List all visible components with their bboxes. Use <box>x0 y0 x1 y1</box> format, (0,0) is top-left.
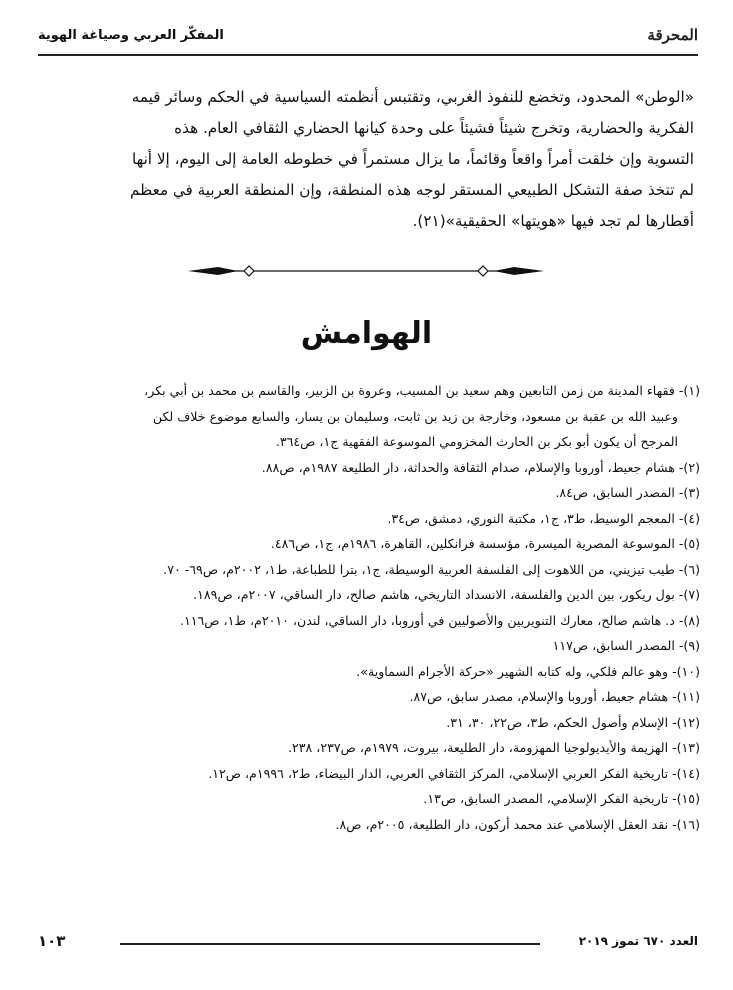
footnotes-list <box>40 378 700 837</box>
page-header <box>38 24 698 52</box>
footnote-line: (٣)- المصدر السابق، ص٨٤. <box>555 485 700 500</box>
body-line: التسوية وإن خلقت أمراً واقعاً وقائماً، ما يزال مستمراً في خطوطه العامة إلى اليوم، إلا أنها <box>131 150 694 168</box>
body-line: لم تتخذ صفة التشكل الطبيعي المستقر لوجه هذه المنطقة، وإن المنطقة العربية في معظم <box>130 181 694 199</box>
section-title: الهوامش <box>300 316 433 351</box>
running-title: المفكّر العربي وصياغة الهوية <box>38 28 224 43</box>
footnote-item <box>40 710 700 736</box>
body-paragraph <box>40 82 694 237</box>
footnote-item <box>40 506 700 532</box>
footnote-line: (١٣)- الهزيمة والأيديولوجيا المهزومة، دار الطليعة، بيروت، ١٩٧٩م، ص٢٣٧، ٢٣٨. <box>287 740 700 755</box>
footnote-line: (٩)- المصدر السابق، ص١١٧ <box>552 638 700 653</box>
footnote-item <box>40 455 700 481</box>
footnote-item <box>40 378 700 455</box>
footnote-line: (١)- فقهاء المدينة من زمن التابعين وهم سعيد بن المسيب، وعروة بن الزبير، والقاسم بن محمد بن أبي بكر، <box>144 383 700 398</box>
footnote-line: (٨)- د. هاشم صالح، معارك التنويريين والأصوليين في أوروبا، دار الساقي، لندن، ٢٠١٠م، ط١، ص١١٦. <box>179 612 700 628</box>
issue-info: العدد ٦٧٠ تموز ٢٠١٩ <box>578 934 698 948</box>
footnote-item <box>40 786 700 812</box>
body-line: الفكرية والحضارية، وتخرج شيئاً فشيئاً على وحدة كيانها الحضاري الثقافي العام. هذه <box>174 119 694 137</box>
footnote-line: (١١)- هشام جعيط، أوروبا والإسلام، مصدر سابق، ص٨٧. <box>409 689 700 704</box>
footnote-item <box>40 761 700 787</box>
footnote-line: (١٥)- تاريخية الفكر الإسلامي، المصدر السابق، ص١٣. <box>423 791 700 806</box>
footnote-line: (٦)- طيب تيزيني، من اللاهوت إلى الفلسفة العربية الوسيطة، ج١، بترا للطباعة، ط١، ٢٠٠٢م، ص٦٩- ٧٠. <box>163 561 700 577</box>
footnote-item <box>40 684 700 710</box>
page-footer <box>38 934 698 956</box>
footnote-line: (١٦)- نقد العقل الإسلامي عند محمد أركون، دار الطليعة، ٢٠٠٥م، ص٨. <box>335 816 700 832</box>
body-line: أقطارها لم تجد فيها «هويتها» الحقيقية»(٢١). <box>412 212 694 230</box>
footnote-line: (٧)- بول ريكور، بين الدين والفلسفة، الانسداد التاريخي، هاشم صالح، دار الساقي، ٢٠٠٧م، ص١٨٩. <box>193 587 700 602</box>
footnote-item <box>40 557 700 583</box>
footer-rule <box>120 943 540 945</box>
footnote-item <box>40 531 700 557</box>
footnote-item <box>40 608 700 634</box>
footnote-line: (٤)- المعجم الوسيط، ط٣، ج١، مكتبة النوري، دمشق، ص٣٤. <box>387 510 700 526</box>
footnote-item <box>40 633 700 659</box>
footnote-item <box>40 582 700 608</box>
page-number: ١٠٣ <box>38 932 66 950</box>
footnote-line: (١٤)- تاريخية الفكر العربي الإسلامي، المركز الثقافي العربي، الدار البيضاء، ط٢، ١٩٩٦م، ص١٢. <box>208 765 700 781</box>
footnote-line: (١٠)- وهو عالم فلكي، وله كتابه الشهير «حركة الأجرام السماوية». <box>356 663 700 679</box>
footnote-line: وعبيد الله بن عقبة بن مسعود، وخارجة بن زيد بن ثابت، وسليمان بن يسار، والسابع موضوع خلاف لكن <box>152 408 678 424</box>
footnote-line: (١٢)- الإسلام وأصول الحكم، ط٣، ص٢٢، ٣٠، ٣١. <box>446 714 700 730</box>
journal-logo: المحرقة <box>647 26 698 44</box>
section-divider-ornament <box>188 261 544 281</box>
footnote-item <box>40 812 700 838</box>
body-line: «الوطن» المحدود، وتخضع للنفوذ الغربي، وتقتبس أنظمته السياسية في الحكم وسائر قيمه <box>131 88 694 106</box>
footnote-line: (٢)- هشام جعيط، أوروبا والإسلام، صدام الثقافة والحداثة، دار الطليعة ١٩٨٧م، ص٨٨. <box>261 459 700 475</box>
footnote-line: (٥)- الموسوعة المصرية الميسرة، مؤسسة فرانكلين، القاهرة، ١٩٨٦م، ج١، ص٤٨٦. <box>270 536 700 551</box>
header-rule <box>38 54 698 56</box>
footnote-item <box>40 735 700 761</box>
footnote-item <box>40 480 700 506</box>
footnote-item <box>40 659 700 685</box>
footnote-line: المرجح أن يكون أبو بكر بن الحارث المخزومي الموسوعة الفقهية ج١، ص٣٦٤. <box>275 434 678 449</box>
